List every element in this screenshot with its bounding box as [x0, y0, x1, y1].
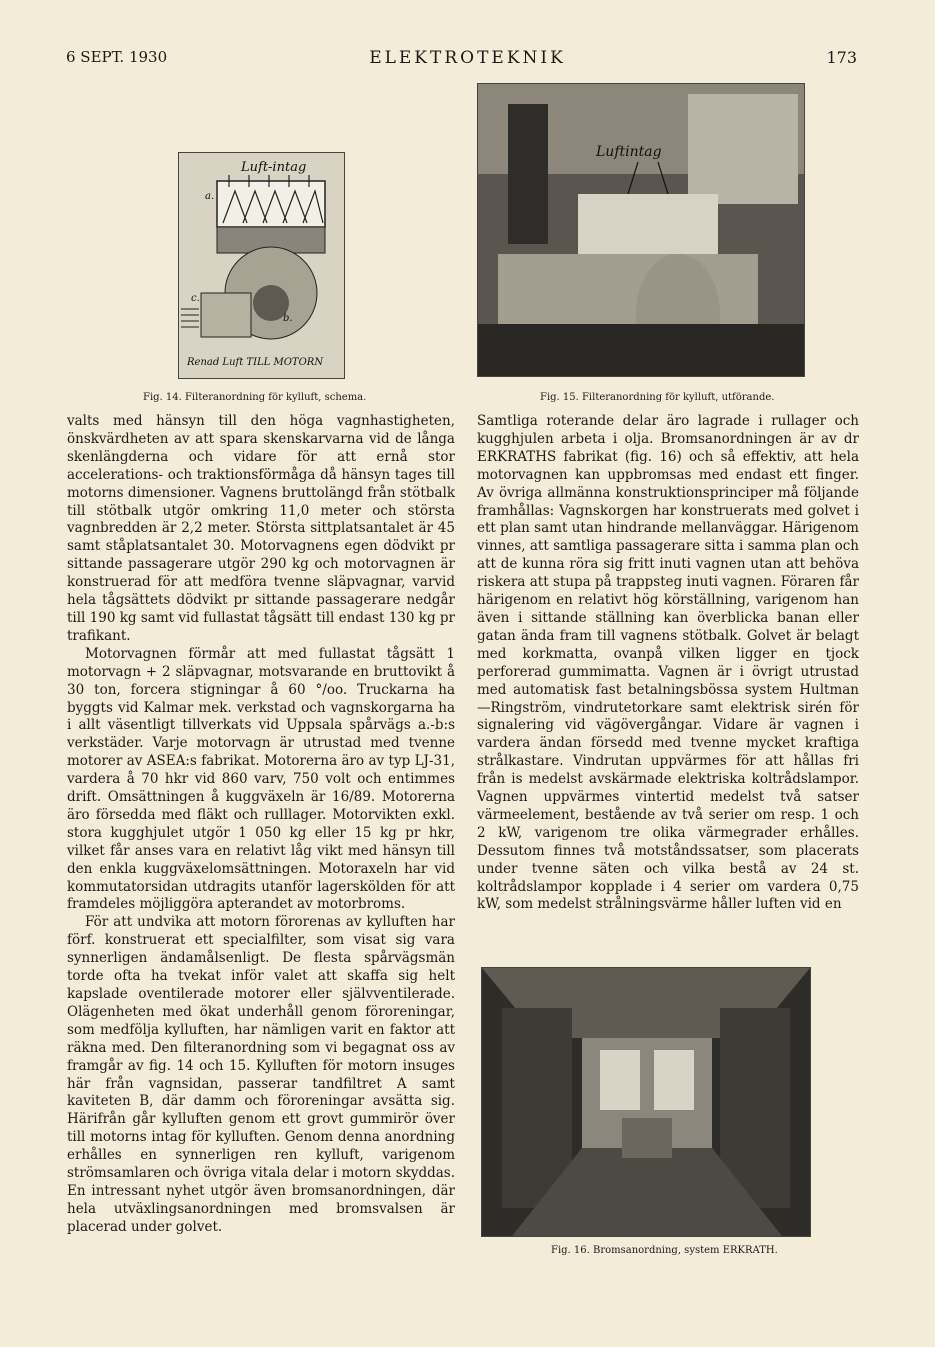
author-name-erkrath: ERKRATHS [477, 448, 557, 465]
label-luft-intag: Luft-intag [241, 160, 307, 175]
right-column [477, 413, 859, 914]
label-a: a. [205, 191, 215, 202]
right-text-continuation: fabrikat (fig. 16) och så effektiv, att hela motorvagnen kan uppbromsas med endast ett finger. Av övriga allmänna konstruktionsprinciper må följande framhållas: Vagnskorgen har konstruerats med golvet i ett plan samt utan hindrande mellanväggar. Härigenom vinnes, att samtliga passagerare sitta i samma plan och att de kunna röra sig fritt inuti vagnen utan att behöva riskera att stupa på trappsteg inuti vagnen. Föraren får härigenom en relativt hög körställning, varigenom han även i sittande ställning kan överblicka banan eller gatan ända fram till vagnens stötbalk. Golvet är belagt med korkmatta, ovanpå vilken ligger en tjock perforerad gummimatta. Vagnen är i övrigt utrustad med automatisk fast betalningsbössa system Hultman—Ringström, vindrutetorkare samt elektrisk sirén för signalering vid vägövergångar. Vidare är vagnen i vardera ändan försedd med tvenne mycket kraftiga strålkastare. Vindrutan uppvärmes för att hållas fri från is medelst avskärmade elektriska koltrådslampor. Vagnen uppvärmes vintertid medelst två satser värmeelement, bestående av två serier om resp. 1 och 2 kW, varigenom tre olika värmegrader erhålles. Dessutom finnes två motståndssatser, som placerats under tvenne säten och vilka bestå av 24 st. koltrådslampor kopplade i 4 serier om vardera 0,75 kW, som medelst strålningsvärme håller luften vid en [477, 448, 859, 913]
figure-14-schematic [178, 152, 345, 379]
figure-14-caption: Fig. 14. Filteranordning för kylluft, schema. [143, 392, 367, 403]
figure-15-photo [477, 83, 805, 377]
label-b: b. [283, 313, 293, 324]
right-paragraph-1 [477, 413, 859, 914]
page-number: 173 [826, 48, 857, 67]
right-text-start: Samtliga roterande delar äro lagrade i rullager och kugghjulen arbeta i olja. Bromsanordningen är av dr [477, 413, 859, 447]
figure-16-caption: Fig. 16. Bromsanordning, system ERKRATH. [551, 1245, 778, 1256]
page-header [0, 48, 935, 68]
journal-title: ELEKTROTEKNIK [369, 48, 566, 68]
figure-16-photo [481, 967, 811, 1237]
left-paragraph-3: För att undvika att motorn förorenas av kylluften har förf. konstruerat ett specialfilter, som visat sig vara synnerligen ändamålsenligt. De flesta spårvägsmän torde ofta ha tvekat inför valet att skaffa sig helt kapslade oventilerade motorer eller självventilerade. Olägenheten med ökat underhåll genom föroreningar, som medfölja kylluften, har nämligen varit en faktor att räkna med. Den filteranordning som vi begagnat oss av framgår av fig. 14 och 15. Kylluften för motorn insuges här från vagnsidan, passerar tandfiltret A samt kaviteten B, där damm och föroreningar avsätta sig. Härifrån går kylluften genom ett grovt gummirör över till motorns intag för kylluften. Genom denna anordning erhålles en synnerligen ren kylluft, varigenom strömsamlaren och övriga vitala delar i motorn skyddas. En intressant nyhet utgör även bromsanordningen, där hela utväxlingsanordningen med bromsvalsen är placerad under golvet. [67, 914, 455, 1235]
left-paragraph-1: valts med hänsyn till den höga vagnhastigheten, önskvärdheten av att spara skenskarvarna vid de långa skenlängderna och vidare för att ernå stor accelerations- och traktionsförmåga då hänsyn tages till motorns dimensioner. Vagnens bruttolängd från stötbalk till stötbalk utgör omkring 11,0 meter och största vagnbredden är 2,2 meter. Största sittplatsantalet är 45 samt ståplatsantalet 30. Motorvagnens egen dödvikt pr sittande passagerare utgör 290 kg och motorvagnen är konstruerad för att medföra tvenne släpvagnar, varvid hela tågsättets dödvikt pr sittande passagerare nedgår till 190 kg samt vid fullastat tågsätt till endast 130 kg pr trafikant. [67, 413, 455, 644]
figure-15-caption: Fig. 15. Filteranordning för kylluft, utförande. [540, 392, 775, 403]
label-c: c. [191, 293, 200, 304]
label-renad-luft: Renad Luft TILL MOTORN [187, 357, 324, 368]
issue-date: 6 SEPT. 1930 [66, 48, 168, 66]
left-paragraph-2: Motorvagnen förmår att med fullastat tågsätt 1 motorvagn + 2 släpvagnar, motsvarande en bruttovikt å 30 ton, forcera stigningar å 60 °/oo. Truckarna ha byggts vid Kalmar mek. verkstad och vagnskorgarna ha i allt väsentligt tillverkats vid Uppsala spårvägs a.-b:s verkstäder. Varje motorvagn är utrustad med tvenne motorer av ASEA:s fabrikat. Motorerna äro av typ LJ-31, vardera å 70 hkr vid 860 varv, 750 volt och entimmes drift. Omsättningen å kuggväxeln är 16/89. Motorerna äro försedda med fläkt och rulllager. Motorvikten exkl. stora kugghjulet utgör 1 050 kg eller 15 kg pr hkr, vilket får anses vara en relativt låg vikt med hänsyn till den enkla kuggväxelomsättningen. Motoraxeln har vid kommutatorsidan utdragits utanför lagerskölden för att framdeles möjliggöra apterandet av motorbroms. [67, 645, 455, 913]
label-luftintag: Luftintag [596, 144, 662, 160]
left-column [67, 413, 455, 1237]
